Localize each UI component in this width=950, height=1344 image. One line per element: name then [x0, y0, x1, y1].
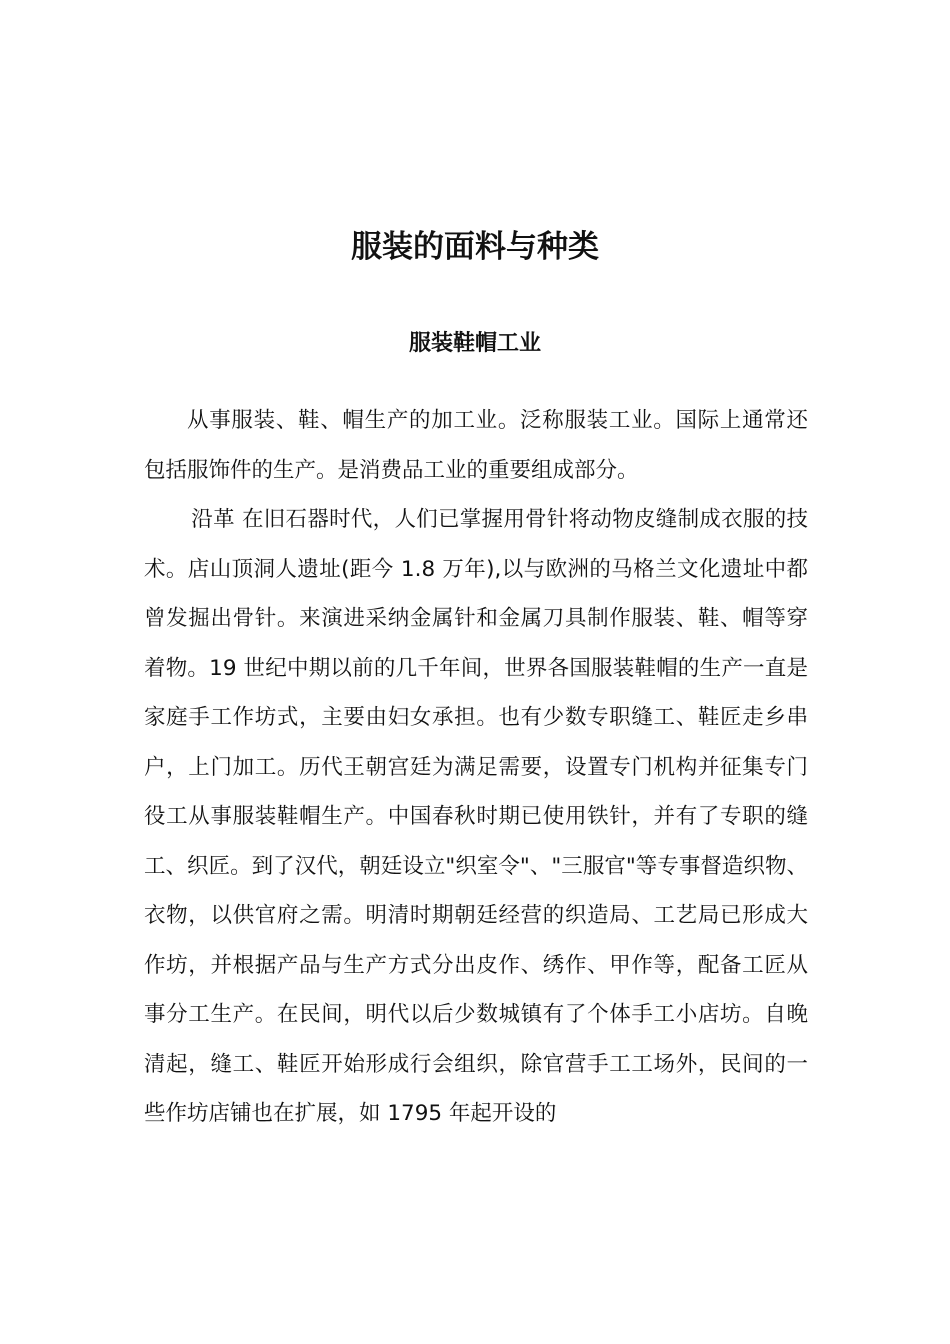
paragraph-intro: 从事服装、鞋、帽生产的加工业。泛称服装工业。国际上通常还包括服饰件的生产。是消费品工业的重要组成部分。 — [144, 408, 808, 483]
document-body — [144, 396, 808, 1139]
paragraph-history: 沿革 在旧石器时代，人们已掌握用骨针将动物皮缝制成衣服的技术。店山顶洞人遗址(距今 1.8 万年),以与欧洲的马格兰文化遗址中都曾发掘出骨针。来演进采纳金属针和金属刀具制作服装、鞋、帽等穿着物。19 世纪中期以前的几千年间，世界各国服装鞋帽的生产一直是家庭手工作坊式，主要由妇女承担。也有少数专职缝工、鞋匠走乡串户，上门加工。历代王朝宫廷为满足需要，设置专门机构并征集专门役工从事服装鞋帽生产。中国春秋时期已使用铁针，并有了专职的缝工、织匠。到了汉代，朝廷设立"织室令"、"三服官"等专事督造织物、衣物，以供官府之需。明清时期朝廷经营的织造局、工艺局已形成大作坊，并根据产品与生产方式分出皮作、绣作、甲作等，配备工匠从事分工生产。在民间，明代以后少数城镇有了个体手工小店坊。自晚清起，缝工、鞋匠开始形成行会组织，除官营手工工场外，民间的一些作坊店铺也在扩展，如 1795 年起开设的 — [144, 507, 808, 1126]
document-title: 服装的面料与种类 — [351, 229, 599, 265]
document-subtitle: 服装鞋帽工业 — [408, 331, 541, 356]
